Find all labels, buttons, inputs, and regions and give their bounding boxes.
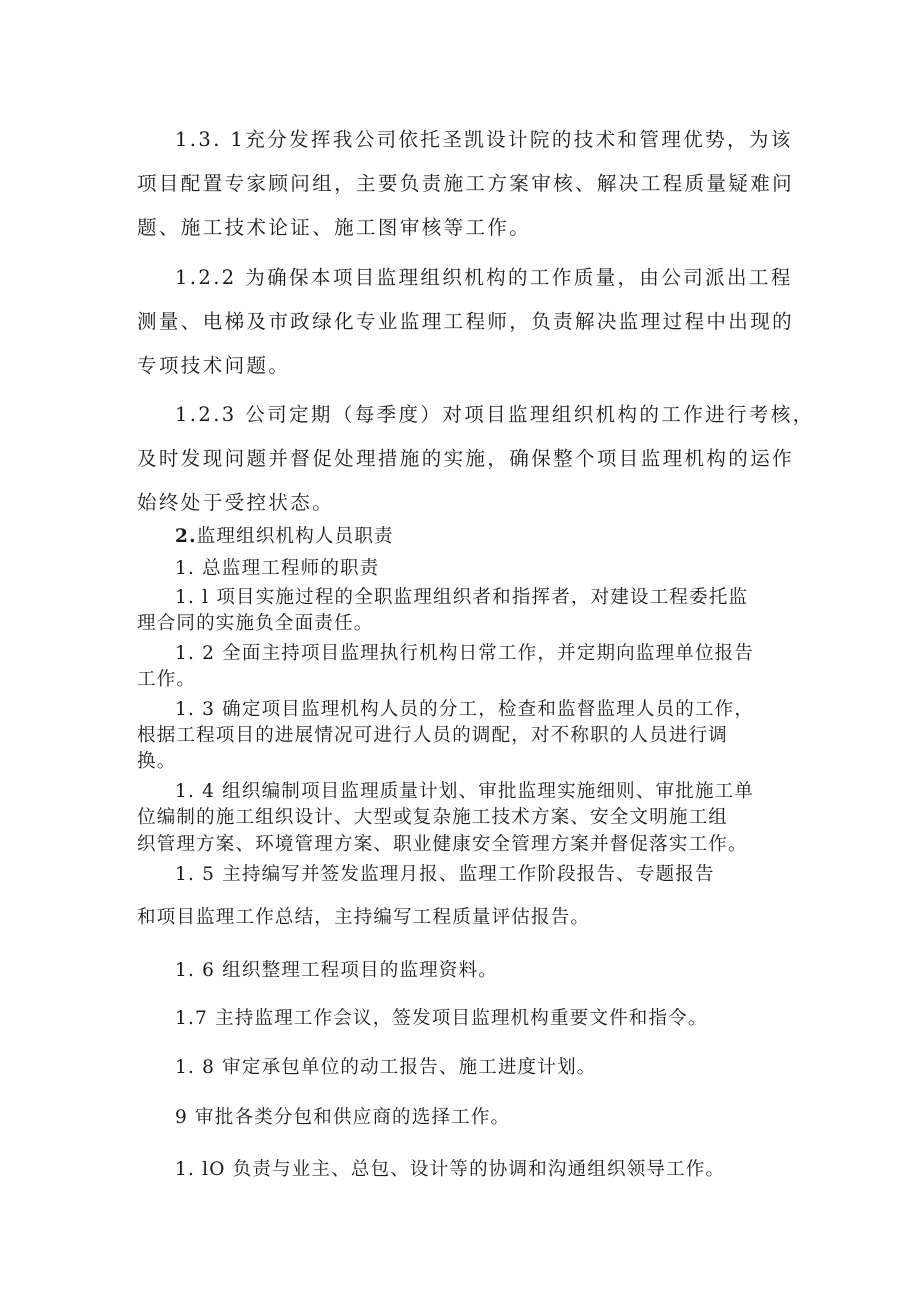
item-1-4-line-3: 织管理方案、环境管理方案、职业健康安全管理方案并督促落实工作。 [137,834,748,855]
item-1-2-line-1: 1. 2 全面主持项目监理执行机构日常工作，并定期向监理单位报告 [175,643,755,664]
paragraph-1-3-line-2: 项目配置专家顾问组，主要负责施工方案审核、解决工程质量疑难问 [137,172,795,195]
paragraph-1-3-line-1: 1.3. 1充分发挥我公司依托圣凯设计院的技术和管理优势，为该 [175,128,793,151]
item-1-3-line-1: 1. 3 确定项目监理机构人员的分工，检查和监督监理人员的工作， [175,699,755,720]
item-9: 9 审批各类分包和供应商的选择工作。 [175,1107,511,1128]
item-1-1-line-1: 1. l 项目实施过程的全职监理组织者和指挥者，对建设工程委托监 [175,587,749,608]
paragraph-1-3-line-3: 题、施工技术论证、施工图审核等工作。 [137,216,532,239]
item-1-3-line-3: 换。 [137,751,177,772]
item-1-4-line-1: 1. 4 组织编制项目监理质量计划、审批监理实施细则、审批施工单 [175,781,755,802]
paragraph-1-2-2-line-1: 1.2.2 为确保本项目监理组织机构的工作质量，由公司派出工程 [175,266,793,289]
section-number: 2. [175,526,197,547]
paragraph-1-2-3-line-1: 1.2.3 公司定期（每季度）对项目监理组织机构的工作进行考核， [175,403,815,426]
item-1-8: 1. 8 审定承包单位的动工报告、施工进度计划。 [175,1057,597,1078]
section-title: 监理组织机构人员职责 [196,526,394,547]
item-1-1-line-2: 理合同的实施负全面责任。 [137,613,374,634]
item-1-6: 1. 6 组织整理工程项目的监理资料。 [175,960,498,981]
item-1-7: 1.7 主持监理工作会议，签发项目监理机构重要文件和指令。 [175,1008,708,1029]
item-1-2-line-2: 工作。 [137,669,197,690]
paragraph-1-2-2-line-2: 测量、电梯及市政绿化专业监理工程师，负责解决监理过程中出现的 [137,310,795,333]
section-heading [175,522,394,548]
item-1-10: 1. lO 负责与业主、总包、设计等的协调和沟通组织领导工作。 [175,1159,726,1180]
subsection-heading: 1. 总监理工程师的职责 [175,558,380,579]
paragraph-1-2-3-line-3: 始终处于受控状态。 [137,491,335,514]
item-1-3-line-2: 根据工程项目的进展情况可进行人员的调配，对不称职的人员进行调 [137,725,729,746]
item-1-5-line-2: 和项目监理工作总结，主持编写工程质量评估报告。 [137,907,591,928]
item-1-4-line-2: 位编制的施工组织设计、大型或复杂施工技术方案、安全文明施工组 [137,807,729,828]
paragraph-1-2-3-line-2: 及时发现问题并督促处理措施的实施，确保整个项目监理机构的运作 [137,447,795,470]
item-1-5-line-1: 1. 5 主持编写并签发监理月报、监理工作阶段报告、专题报告 [175,864,715,885]
paragraph-1-2-2-line-3: 专项技术问题。 [137,354,291,377]
